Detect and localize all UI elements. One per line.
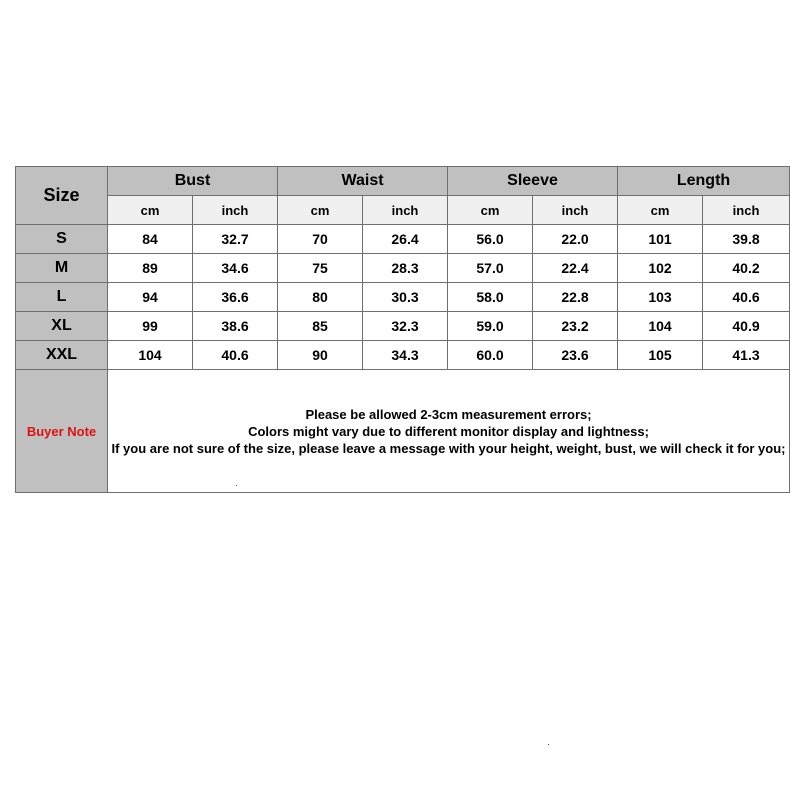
length-cm-cell: 101 [618,225,703,254]
unit-inch: inch [363,196,448,225]
waist-inch-cell: 32.3 [363,312,448,341]
waist-inch-cell: 34.3 [363,341,448,370]
header-row-groups [16,167,790,196]
sleeve-header: Sleeve [448,167,618,196]
unit-cm: cm [448,196,533,225]
buyer-note-text [108,370,790,493]
waist-cm-cell: 90 [278,341,363,370]
unit-inch: inch [533,196,618,225]
waist-cm-cell: 80 [278,283,363,312]
bust-cm-cell: 94 [108,283,193,312]
size-chart-table [15,166,790,493]
sleeve-inch-cell: 22.0 [533,225,618,254]
waist-cm-cell: 75 [278,254,363,283]
waist-cm-cell: 70 [278,225,363,254]
table-row [16,225,790,254]
sleeve-inch-cell: 23.2 [533,312,618,341]
length-cm-cell: 105 [618,341,703,370]
sleeve-cm-cell: 60.0 [448,341,533,370]
stray-dot [548,744,549,745]
bust-header: Bust [108,167,278,196]
size-cell: XL [16,312,108,341]
table-row [16,283,790,312]
table-row [16,254,790,283]
waist-inch-cell: 30.3 [363,283,448,312]
unit-inch: inch [703,196,790,225]
length-cm-cell: 104 [618,312,703,341]
sleeve-inch-cell: 22.8 [533,283,618,312]
table-row [16,341,790,370]
size-cell: S [16,225,108,254]
buyer-note-label: Buyer Note [16,370,108,493]
unit-cm: cm [618,196,703,225]
waist-header: Waist [278,167,448,196]
buyer-note-row [16,370,790,493]
bust-cm-cell: 104 [108,341,193,370]
length-header: Length [618,167,790,196]
note-line: Please be allowed 2-3cm measurement errors; [305,406,592,422]
note-line: Colors might vary due to different monitor display and lightness; [248,423,649,439]
waist-inch-cell: 26.4 [363,225,448,254]
unit-inch: inch [193,196,278,225]
size-cell: XXL [16,341,108,370]
bust-inch-cell: 34.6 [193,254,278,283]
bust-inch-cell: 36.6 [193,283,278,312]
length-inch-cell: 41.3 [703,341,790,370]
stray-dot [236,485,237,486]
sleeve-cm-cell: 57.0 [448,254,533,283]
bust-inch-cell: 32.7 [193,225,278,254]
size-cell: M [16,254,108,283]
length-inch-cell: 40.2 [703,254,790,283]
waist-inch-cell: 28.3 [363,254,448,283]
length-cm-cell: 103 [618,283,703,312]
sleeve-inch-cell: 22.4 [533,254,618,283]
bust-cm-cell: 84 [108,225,193,254]
sleeve-inch-cell: 23.6 [533,341,618,370]
bust-cm-cell: 89 [108,254,193,283]
waist-cm-cell: 85 [278,312,363,341]
length-inch-cell: 40.6 [703,283,790,312]
sleeve-cm-cell: 59.0 [448,312,533,341]
sleeve-cm-cell: 56.0 [448,225,533,254]
bust-inch-cell: 38.6 [193,312,278,341]
length-inch-cell: 40.9 [703,312,790,341]
sleeve-cm-cell: 58.0 [448,283,533,312]
header-row-units [16,196,790,225]
size-cell: L [16,283,108,312]
length-cm-cell: 102 [618,254,703,283]
unit-cm: cm [278,196,363,225]
length-inch-cell: 39.8 [703,225,790,254]
bust-cm-cell: 99 [108,312,193,341]
size-column-header: Size [16,167,108,225]
table-row [16,312,790,341]
unit-cm: cm [108,196,193,225]
note-line: If you are not sure of the size, please leave a message with your height, weight, bust, we will check it for you; [111,440,786,456]
bust-inch-cell: 40.6 [193,341,278,370]
